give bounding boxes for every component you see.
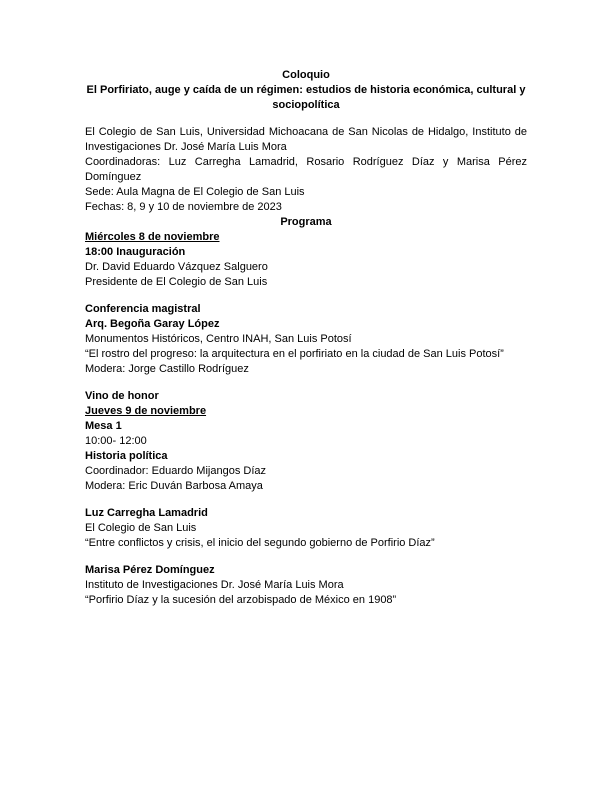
keynote-heading: Conferencia magistral xyxy=(85,303,201,315)
paper-block xyxy=(85,563,527,608)
keynote-talk-title: “El rostro del progreso: la arquitectura en el porfiriato en la ciudad de San Luis Potosí” xyxy=(85,348,504,360)
paper-block xyxy=(85,506,527,551)
paper-affiliation: El Colegio de San Luis xyxy=(85,522,197,534)
keynote-moderator: Modera: Jorge Castillo Rodríguez xyxy=(85,363,249,375)
paper-speaker: Marisa Pérez Domínguez xyxy=(85,564,215,576)
keynote-speaker: Arq. Begoña Garay López xyxy=(85,318,220,330)
inauguration-speaker-role: Presidente de El Colegio de San Luis xyxy=(85,276,268,288)
keynote-affiliation: Monumentos Históricos, Centro INAH, San Luis Potosí xyxy=(85,333,352,345)
event-type: Coloquio xyxy=(282,69,330,81)
closing-event: Vino de honor xyxy=(85,390,159,402)
session-heading: Mesa 1 xyxy=(85,420,122,432)
program-heading: Programa xyxy=(280,216,332,228)
session-topic: Historia política xyxy=(85,450,168,462)
day2-heading: Jueves 9 de noviembre xyxy=(85,405,207,417)
inauguration-time: 18:00 xyxy=(85,246,114,258)
paper-talk-title: “Entre conflictos y crisis, el inicio del segundo gobierno de Porfirio Díaz” xyxy=(85,537,435,549)
keynote-block xyxy=(85,302,527,377)
inauguration-block xyxy=(85,245,527,290)
session-block xyxy=(85,419,527,494)
event-title: El Porfiriato, auge y caída de un régimen: estudios de historia económica, cultural y sociopolítica xyxy=(86,84,526,111)
paper-talk-title: “Porfirio Díaz y la sucesión del arzobispado de México en 1908” xyxy=(85,594,397,606)
day1-heading: Miércoles 8 de noviembre xyxy=(85,231,220,243)
paper-speaker: Luz Carregha Lamadrid xyxy=(85,507,208,519)
session-time: 10:00- 12:00 xyxy=(85,435,147,447)
paper-affiliation: Instituto de Investigaciones Dr. José María Luis Mora xyxy=(85,579,344,591)
venue: Sede: Aula Magna de El Colegio de San Luis xyxy=(85,186,305,198)
session-moderator: Modera: Eric Duván Barbosa Amaya xyxy=(85,480,263,492)
inauguration-speaker: Dr. David Eduardo Vázquez Salguero xyxy=(85,261,268,273)
title-block xyxy=(85,68,527,113)
coordinators: Coordinadoras: Luz Carregha Lamadrid, Rosario Rodríguez Díaz y Marisa Pérez Domínguez xyxy=(85,156,527,183)
session-coordinator: Coordinador: Eduardo Mijangos Díaz xyxy=(85,465,266,477)
dates: Fechas: 8, 9 y 10 de noviembre de 2023 xyxy=(85,201,282,213)
inauguration-label: Inauguración xyxy=(116,246,186,258)
inauguration-title-line xyxy=(85,245,527,260)
organizing-institutions: El Colegio de San Luis, Universidad Michoacana de San Nicolas de Hidalgo, Instituto de Investigaciones Dr. José María Luis Mora xyxy=(85,126,527,153)
